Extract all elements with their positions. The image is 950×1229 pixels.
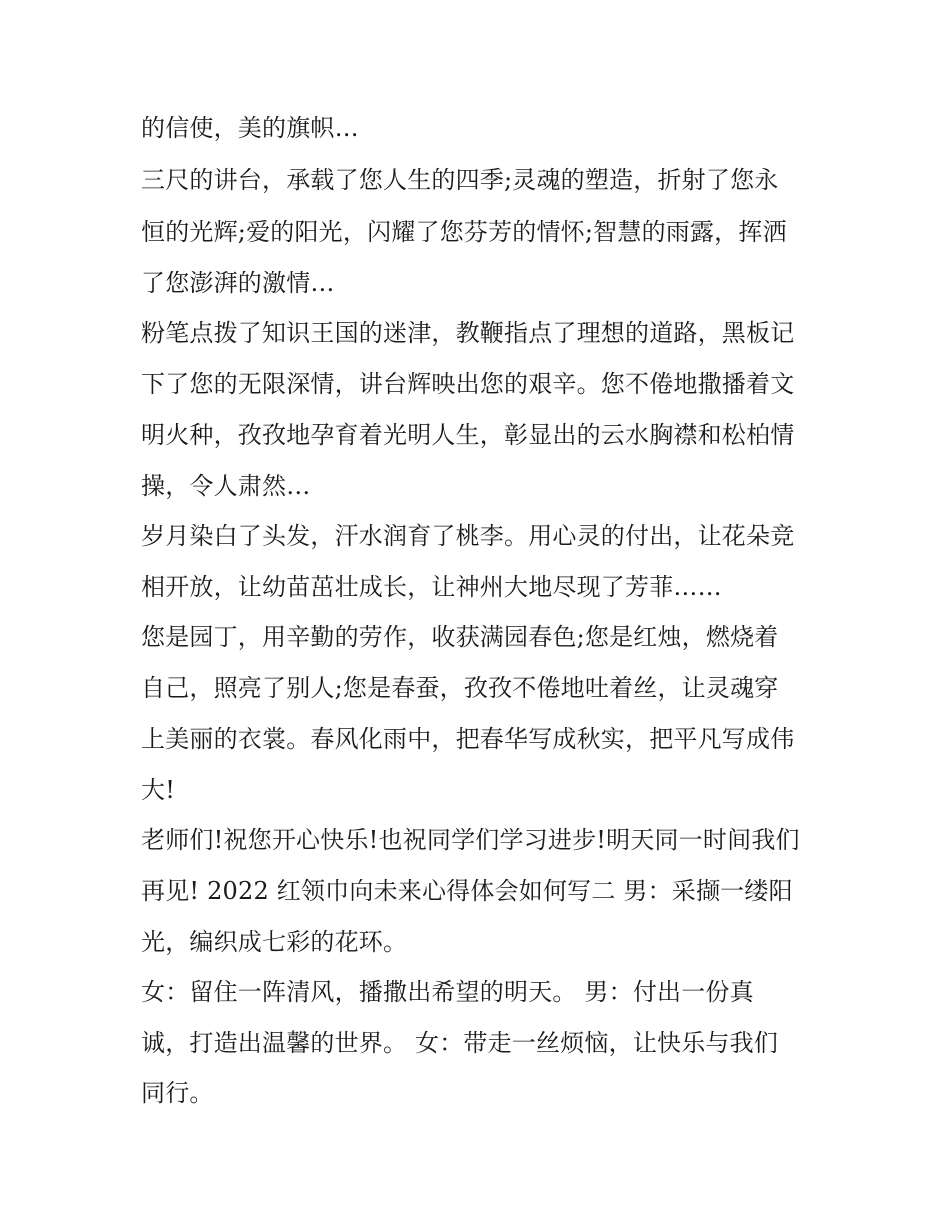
text-line: 光，编织成七彩的花环。 [141,928,408,956]
text-line: 老师们!祝您开心快乐!也祝同学们学习进步!明天同一时间我们 [141,826,800,854]
text-line: 同行。 [141,1079,214,1107]
text-line: 诚，打造出温馨的世界。 女：带走一丝烦恼，让快乐与我们 [141,1029,779,1057]
text-line: 明火种，孜孜地孕育着光明人生，彰显出的云水胸襟和松柏情 [141,421,795,449]
text-line: 相开放，让幼苗茁壮成长，让神州大地尽现了芳菲…… [141,573,722,601]
text-line: 自己，照亮了别人;您是春蚕，孜孜不倦地吐着丝，让灵魂穿 [141,674,779,702]
text-line: 恒的光辉;爱的阳光，闪耀了您芬芳的情怀;智慧的雨露，挥洒 [141,218,787,246]
text-line: 上美丽的衣裳。春风化雨中，把春华写成秋实，把平凡写成伟 [141,725,795,753]
text-line: 大! [141,776,176,804]
text-line: 您是园丁，用辛勤的劳作，收获满园春色;您是红烛，燃烧着 [141,623,779,651]
text-line: 下了您的无限深情，讲台辉映出您的艰辛。您不倦地撒播着文 [141,370,795,398]
text-line: 三尺的讲台，承载了您人生的四季;灵魂的塑造，折射了您永 [141,166,779,194]
text-line: 女：留住一阵清风，播撒出希望的明天。 男：付出一份真 [141,978,754,1006]
text-line: 操，令人肃然… [141,472,311,500]
text-line: 的信使，美的旗帜… [141,114,359,142]
text-line: 岁月染白了头发，汗水润育了桃李。用心灵的付出，让花朵竞 [141,522,795,550]
text-line: 粉笔点拨了知识王国的迷津，教鞭指点了理想的道路，黑板记 [141,319,795,347]
text-line: 再见! 2022 红领巾向未来心得体会如何写二 男：采撷一缕阳 [141,877,793,905]
text-line: 了您澎湃的激情… [141,269,335,297]
